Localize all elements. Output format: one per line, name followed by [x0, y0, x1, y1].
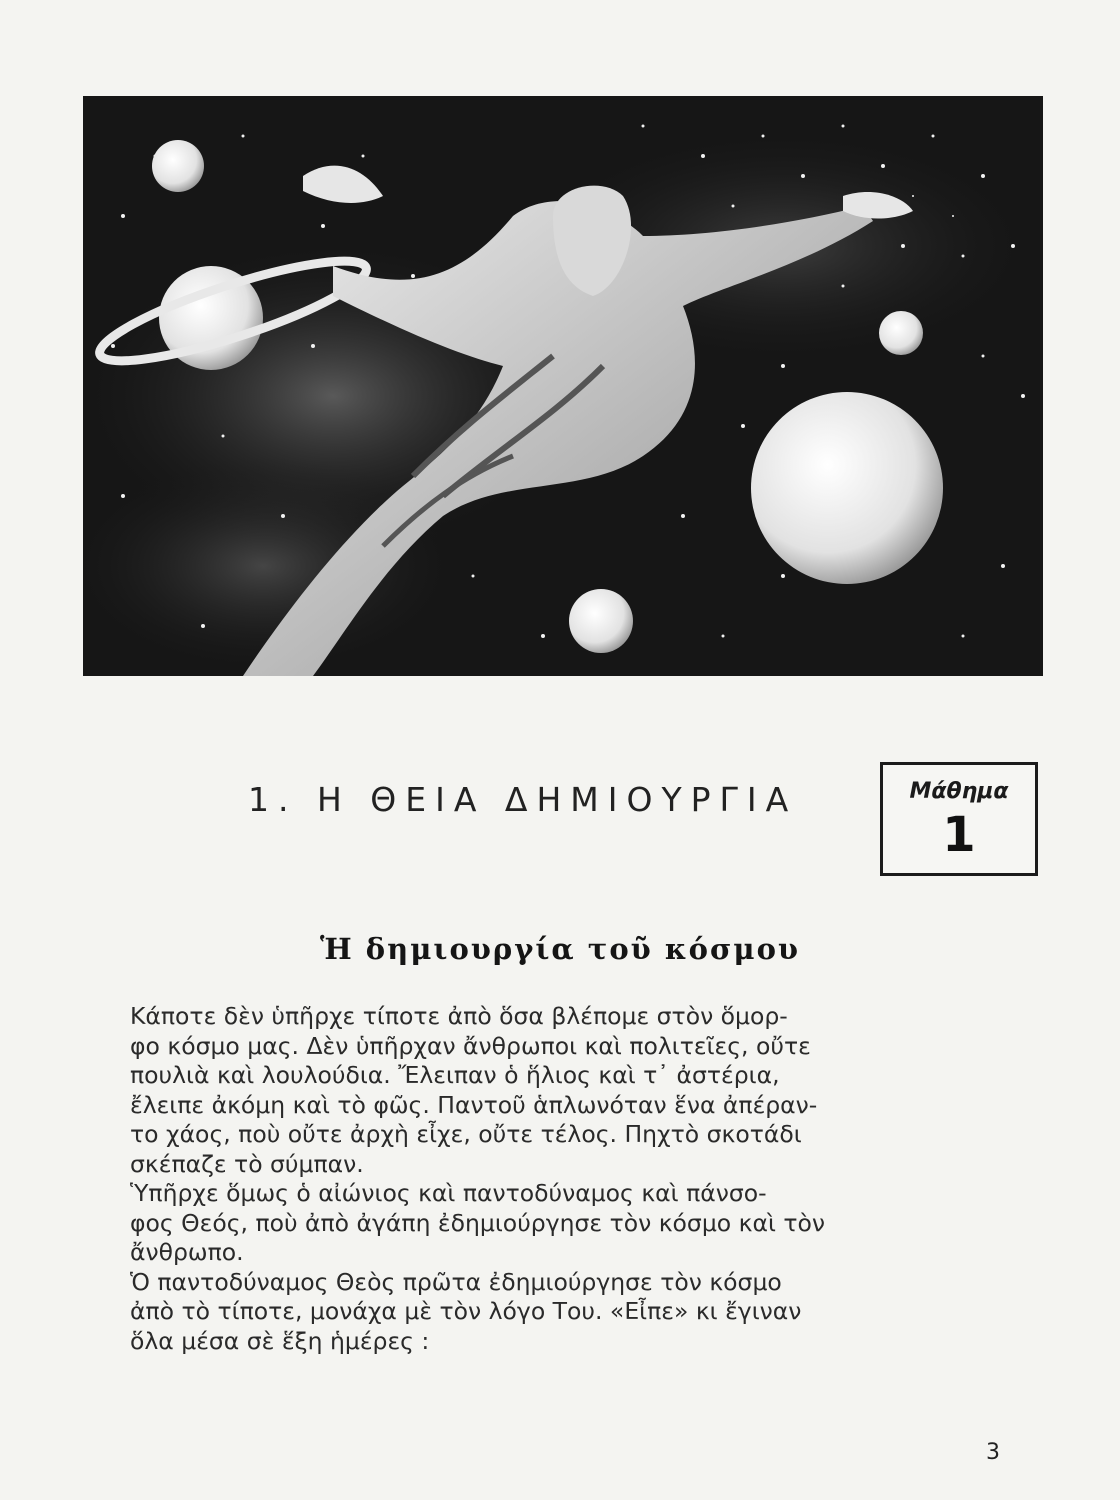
body-line: ἔλειπε ἀκόμη καὶ τὸ φῶς. Παντοῦ ἁπλωνόταν ἕνα ἀπέραν-: [130, 1090, 818, 1119]
body-line: σκέπαζε τὸ σύμπαν.: [130, 1149, 364, 1178]
large-planet-icon: [751, 392, 943, 584]
body-text: [130, 1002, 1010, 1356]
chapter-title: 1. Η ΘΕΙΑ ΔΗΜΙΟΥΡΓΙΑ: [248, 780, 798, 819]
body-line: ὅλα μέσα σὲ ἕξη ἡμέρες :: [130, 1326, 430, 1355]
page-number: 3: [986, 1440, 1000, 1465]
body-line: ἄνθρωπο.: [130, 1238, 244, 1266]
body-line: πουλιὰ καὶ λουλούδια. Ἔλειπαν ὁ ἥλιος καὶ τ᾿ ἀστέρια,: [130, 1061, 780, 1089]
section-heading: Ἡ δημιουργία τοῦ κόσμου: [319, 932, 801, 966]
body-line: το χάος, ποὺ οὔτε ἀρχὴ εἶχε, οὔτε τέλος. Πηχτὸ σκοτάδι: [130, 1120, 802, 1148]
creation-illustration: [83, 96, 1043, 676]
body-line: Κάποτε δὲν ὑπῆρχε τίποτε ἀπὸ ὅσα βλέπομε στὸν ὅμορ-: [130, 1002, 788, 1030]
body-line: Ὑπῆρχε ὅμως ὁ αἰώνιος καὶ παντοδύναμος καὶ πάνσο-: [130, 1179, 767, 1207]
body-line: φος Θεός, ποὺ ἀπὸ ἀγάπη ἐδημιούργησε τὸν κόσμο καὶ τὸν: [130, 1208, 826, 1237]
lesson-badge: [880, 762, 1038, 876]
lesson-number: 1: [942, 807, 976, 863]
body-line: φο κόσμο μας. Δὲν ὑπῆρχαν ἄνθρωποι καὶ πολιτεῖες, οὔτε: [130, 1031, 811, 1060]
lesson-label: Μάθημα: [909, 779, 1009, 804]
space-scene-icon: [83, 96, 1043, 676]
body-line: ἀπὸ τὸ τίποτε, μονάχα μὲ τὸν λόγο Του. «Εἶπε» κι ἔγιναν: [130, 1297, 802, 1325]
body-line: Ὁ παντοδύναμος Θεὸς πρῶτα ἐδημιούργησε τὸν κόσμο: [130, 1267, 782, 1296]
